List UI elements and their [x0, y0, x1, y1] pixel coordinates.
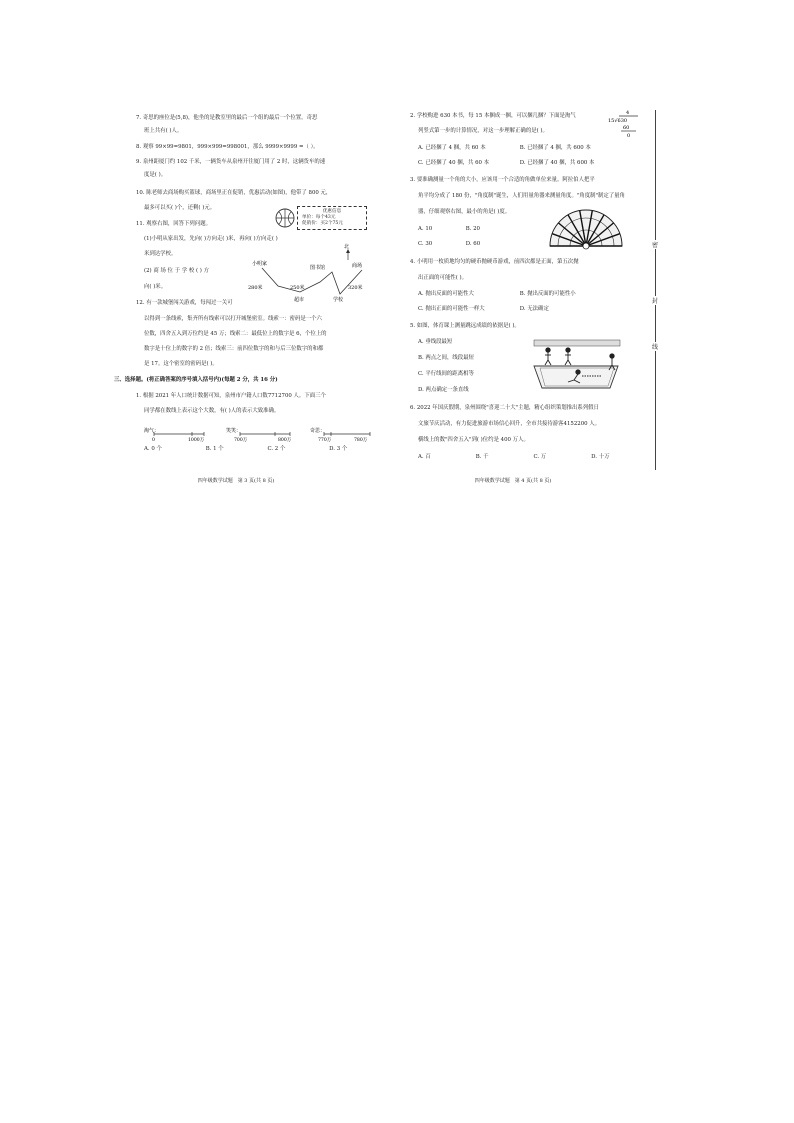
map-supermarket: 超市 — [294, 297, 305, 303]
q10-line1: 10. 陈老师去商场购买篮球，商场里正在促销，优惠活动(如图)，他带了 800 元， — [136, 190, 332, 196]
page-3-footer: 四年级数学试题 第 3 页(共 8 页) — [197, 477, 275, 484]
q6-line3: 横线上的数"四舍五入"到( )位约是 400 万人。 — [418, 437, 529, 443]
numline-3-start: 770万 — [318, 438, 332, 443]
q4-options-row1 — [418, 290, 576, 298]
option-b[interactable]: B. 千 — [475, 454, 489, 460]
numline-2-start: 700万 — [234, 438, 248, 443]
route-map — [248, 244, 368, 304]
q12-line3: 位数，四舍五入到万位约是 45 万；线索二：最低位上的数字是 6，个位上的 — [144, 331, 327, 337]
option-b[interactable]: B. 抛出反面的可能性小 — [519, 291, 576, 297]
promo-sale-price: 促销价：买2个75元 — [302, 220, 343, 226]
numline-name-1: 淘气： — [144, 428, 160, 434]
q3-options — [418, 225, 512, 233]
option-c[interactable]: C. 抛出正面的可能性一样大 — [418, 306, 485, 312]
numline-1-end: 1000万 — [188, 438, 205, 443]
q11-line4: (2) 商 场 位 于 学 校 ( ) 方 — [144, 268, 209, 274]
q11-line3: 米到达学校。 — [144, 251, 177, 257]
q6-line2: 文旅节庆活动，有力促进旅游市场信心回升，全市共接待游客4152200 人。 — [418, 421, 601, 427]
seal-char-mi: 密 — [652, 242, 659, 249]
division-remainder: 0 — [627, 133, 631, 139]
q3-line3: 器，仔细观察右图，最小的角是( )度。 — [418, 209, 511, 215]
option-b[interactable]: B. 20 — [465, 226, 480, 232]
page-4-footer: 四年级数学试题 第 4 页(共 8 页) — [474, 477, 552, 484]
q6-line1: 6. 2022 年国庆假期，泉州围绕"喜迎二十大"主题，精心组织策划推出系列假日 — [410, 405, 599, 411]
q11-line2: (1)小明从家出发，先向( )方向走( )米，再向( )方向走( ) — [144, 236, 278, 242]
option-a[interactable]: A. 0 个 — [144, 446, 162, 452]
promo-unit-price: 单价：每个43元 — [302, 214, 336, 220]
q4-options-row2 — [418, 305, 549, 313]
q2-options-row2 — [418, 159, 594, 167]
option-a[interactable]: A. 抛出反面的可能性大 — [418, 291, 474, 297]
q8: 8. 观察 99×99=9801，999×999=998001，那么 9999×9999 =（ ）。 — [136, 144, 319, 150]
q12-line1: 12. 有一款城堡闯关游戏，每闯过一关可 — [136, 300, 233, 306]
seal-char-feng: 封 — [652, 298, 659, 305]
q5-option-a[interactable]: A. 垂线段最短 — [418, 339, 453, 345]
q3-line1: 3. 要准确测量一个角的大小，应该用一个合适的角做单位来量。阿拉伯人把平 — [410, 177, 595, 183]
map-home: 小明家 — [252, 261, 268, 267]
map-dist-3: 320米 — [348, 285, 363, 291]
q9-line2: 度是( )。 — [144, 172, 167, 178]
q5-option-b[interactable]: B. 两点之间，线段最短 — [418, 355, 474, 361]
option-b[interactable]: B. 1 个 — [205, 446, 224, 452]
division-quotient: 4 — [626, 110, 630, 116]
seal-line — [652, 110, 666, 470]
option-a[interactable]: A. 10 — [418, 226, 433, 232]
q5: 5. 如图，体育课上测量跳远成绩的依据是( )。 — [410, 323, 520, 329]
option-d[interactable]: D. 3 个 — [329, 446, 348, 452]
option-d[interactable]: D. 60 — [465, 241, 481, 247]
option-a[interactable]: A. 百 — [418, 454, 431, 460]
option-c[interactable]: C. 万 — [533, 454, 547, 460]
q4-line1: 4. 小明用一枚质地均匀的硬币抛硬币游戏，前四次都是正面，第五次抛 — [410, 259, 579, 265]
page-4 — [388, 100, 638, 485]
q3-1-line1: 1. 根据 2021 年人口统计数据可知，泉州市户籍人口数7712700 人。下面三个 — [136, 393, 326, 399]
protractor-image — [548, 206, 624, 248]
division-product: 60 — [623, 125, 630, 131]
long-jump-image — [528, 336, 624, 392]
q4-line2: 出正面的可能性( )。 — [418, 275, 468, 281]
numline-name-2: 笑笑： — [226, 428, 242, 434]
option-c[interactable]: C. 已经捆了 40 捆，共 60 本 — [418, 160, 490, 166]
option-c[interactable]: C. 2 个 — [267, 446, 286, 452]
numline-2-end: 800万 — [278, 438, 292, 443]
q5-option-c[interactable]: C. 平行线间的距离相等 — [418, 371, 474, 377]
promo-box — [297, 206, 367, 230]
page-3 — [100, 100, 372, 485]
q10-line2: 最多可以买( )个，还剩( )元。 — [144, 205, 216, 211]
map-library: 图书馆 — [310, 265, 326, 271]
long-division — [608, 108, 640, 140]
q3-line2: 角平均分成了 180 份，"角度制"诞生，人们用量角器来测量角度。"角度制"制定了量角 — [418, 193, 625, 199]
seal-char-xian: 线 — [652, 344, 659, 351]
q3-options-row2 — [418, 240, 512, 248]
option-d[interactable]: D. 已经捆了 40 捆，共 600 本 — [519, 160, 595, 166]
option-d[interactable]: D. 十万 — [591, 454, 610, 460]
q3-1-line2: 同学都在数线上表示这个大数，有( )人的表示大致准确。 — [144, 408, 280, 414]
option-b[interactable]: B. 已经捆了 4 捆，共 600 本 — [519, 145, 591, 151]
division-expression: 15√630 — [608, 118, 628, 124]
q3-1-options — [144, 445, 369, 453]
promo-title: 优惠信息 — [322, 209, 342, 214]
exam-sheet — [100, 100, 660, 485]
option-d[interactable]: D. 无法确定 — [519, 306, 549, 312]
numline-name-3: 奇思： — [310, 428, 326, 434]
map-mall: 商场 — [352, 263, 363, 269]
map-dist-2: 250米 — [290, 285, 305, 291]
q12-line4: 数字是十位上的数字的 2 倍；线索三：前四位数字的和与后三位数字的和都 — [144, 346, 324, 352]
q2-line1: 2. 学校购进 630 本书，每 15 本捆成一捆，可以捆几捆？下面是淘气 — [410, 113, 576, 119]
numline-1-start: 0 — [152, 438, 155, 443]
option-a[interactable]: A. 已经捆了 4 捆，共 60 本 — [418, 145, 486, 151]
map-dist-1: 280米 — [248, 285, 263, 291]
q7-line2: 班上共有( )人。 — [144, 128, 183, 134]
q2-line2: 列竖式第一步的计算情况，对这一步理解正确的是( )。 — [418, 128, 548, 134]
option-c[interactable]: C. 30 — [418, 241, 433, 247]
q12-line2: 以得到一条线索，集齐所有线索可以打开城堡密室。线索一：密码是一个六 — [144, 316, 322, 322]
map-school: 学校 — [333, 297, 344, 303]
basketball-icon — [274, 207, 296, 229]
q6-options — [418, 453, 631, 461]
q11-line1: 11. 观察右图，回答下列问题。 — [136, 221, 211, 227]
q2-options-row1 — [418, 144, 591, 152]
numline-3-end: 780万 — [354, 438, 368, 443]
q9-line1: 9. 泉州距厦门约 102 千米，一辆货车从泉州开往厦门用了 2 时，这辆货车的速 — [136, 159, 326, 165]
q7-line1: 7. 奇思的座位是(5,8)，他坐的是教室里的最后一个组的最后一个位置。奇思 — [136, 115, 318, 121]
number-lines — [144, 420, 374, 444]
q11-line5: 向( )米。 — [144, 284, 167, 290]
q5-option-d[interactable]: D. 两点确定一条直线 — [418, 387, 469, 393]
map-north: 北 — [344, 244, 350, 250]
q12-line5: 是 17。这个密室的密码是( )。 — [144, 361, 218, 367]
section-3-heading: 三、选择题。(将正确答案的序号填入括号内)(每题 2 分，共 16 分) — [114, 377, 278, 383]
